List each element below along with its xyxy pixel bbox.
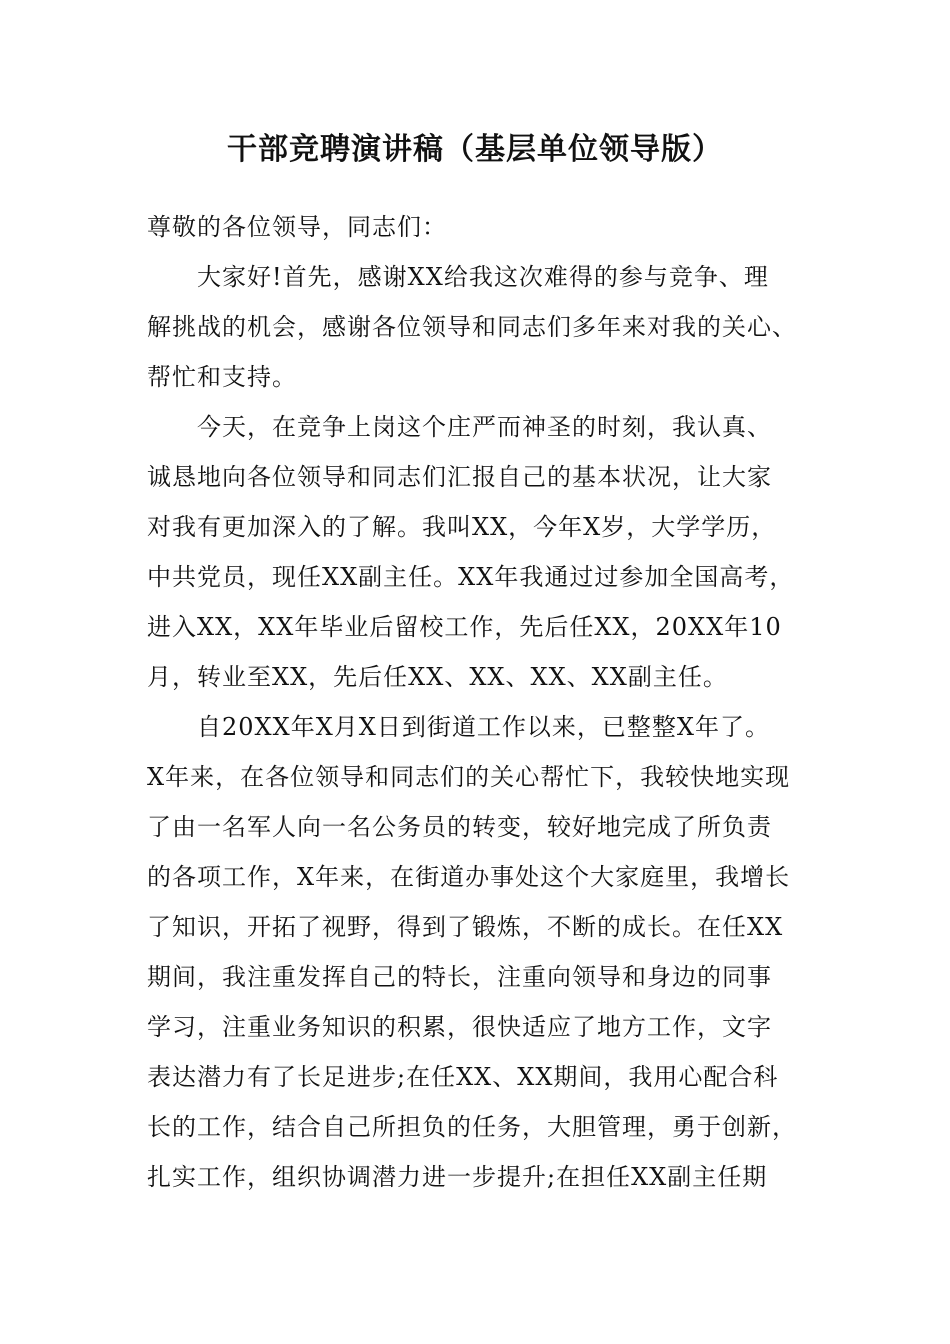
- paragraph-first-line: 大家好!首先，感谢XX给我这次难得的参与竞争、理: [197, 263, 769, 291]
- paragraph-line: 的各项工作，X年来，在街道办事处这个大家庭里，我增长: [147, 863, 791, 891]
- paragraph-line: 期间，我注重发挥自己的特长，注重向领导和身边的同事: [147, 963, 772, 991]
- paragraph-first-line: 今天，在竞争上岗这个庄严而神圣的时刻，我认真、: [197, 413, 772, 441]
- paragraph-line: 了知识，开拓了视野，得到了锻炼，不断的成长。在任XX: [147, 913, 784, 941]
- paragraph-line: 对我有更加深入的了解。我叫XX，今年X岁，大学学历，: [147, 513, 777, 541]
- paragraph-line: 扎实工作，组织协调潜力进一步提升;在担任XX副主任期: [147, 1163, 768, 1191]
- paragraph-first-line: 自20XX年X月X日到街道工作以来，已整整X年了。: [197, 713, 770, 741]
- paragraph-line: 帮忙和支持。: [147, 363, 297, 391]
- paragraph-line: X年来，在各位领导和同志们的关心帮忙下，我较快地实现: [147, 763, 791, 791]
- paragraph-line: 解挑战的机会，感谢各位领导和同志们多年来对我的关心、: [147, 313, 797, 341]
- paragraph-line: 长的工作，结合自己所担负的任务，大胆管理，勇于创新，: [147, 1113, 797, 1141]
- paragraph-line: 中共党员，现任XX副主任。XX年我通过过参加全国高考，: [147, 563, 795, 591]
- document-body: [147, 202, 807, 1202]
- paragraph-line: 表达潜力有了长足进步;在任XX、XX期间，我用心配合科: [147, 1063, 779, 1091]
- paragraph-line: 进入XX，XX年毕业后留校工作，先后任XX，20XX年10: [147, 613, 782, 641]
- paragraph-line: 诚恳地向各位领导和同志们汇报自己的基本状况，让大家: [147, 463, 772, 491]
- paragraph-line: 学习，注重业务知识的积累，很快适应了地方工作，文字: [147, 1013, 772, 1041]
- paragraph-line: 尊敬的各位领导，同志们：: [147, 213, 447, 241]
- document-title: 干部竞聘演讲稿（基层单位领导版）: [227, 132, 723, 167]
- paragraph-line: 月，转业至XX，先后任XX、XX、XX、XX副主任。: [147, 663, 728, 691]
- paragraph-line: 了由一名军人向一名公务员的转变，较好地完成了所负责: [147, 813, 772, 841]
